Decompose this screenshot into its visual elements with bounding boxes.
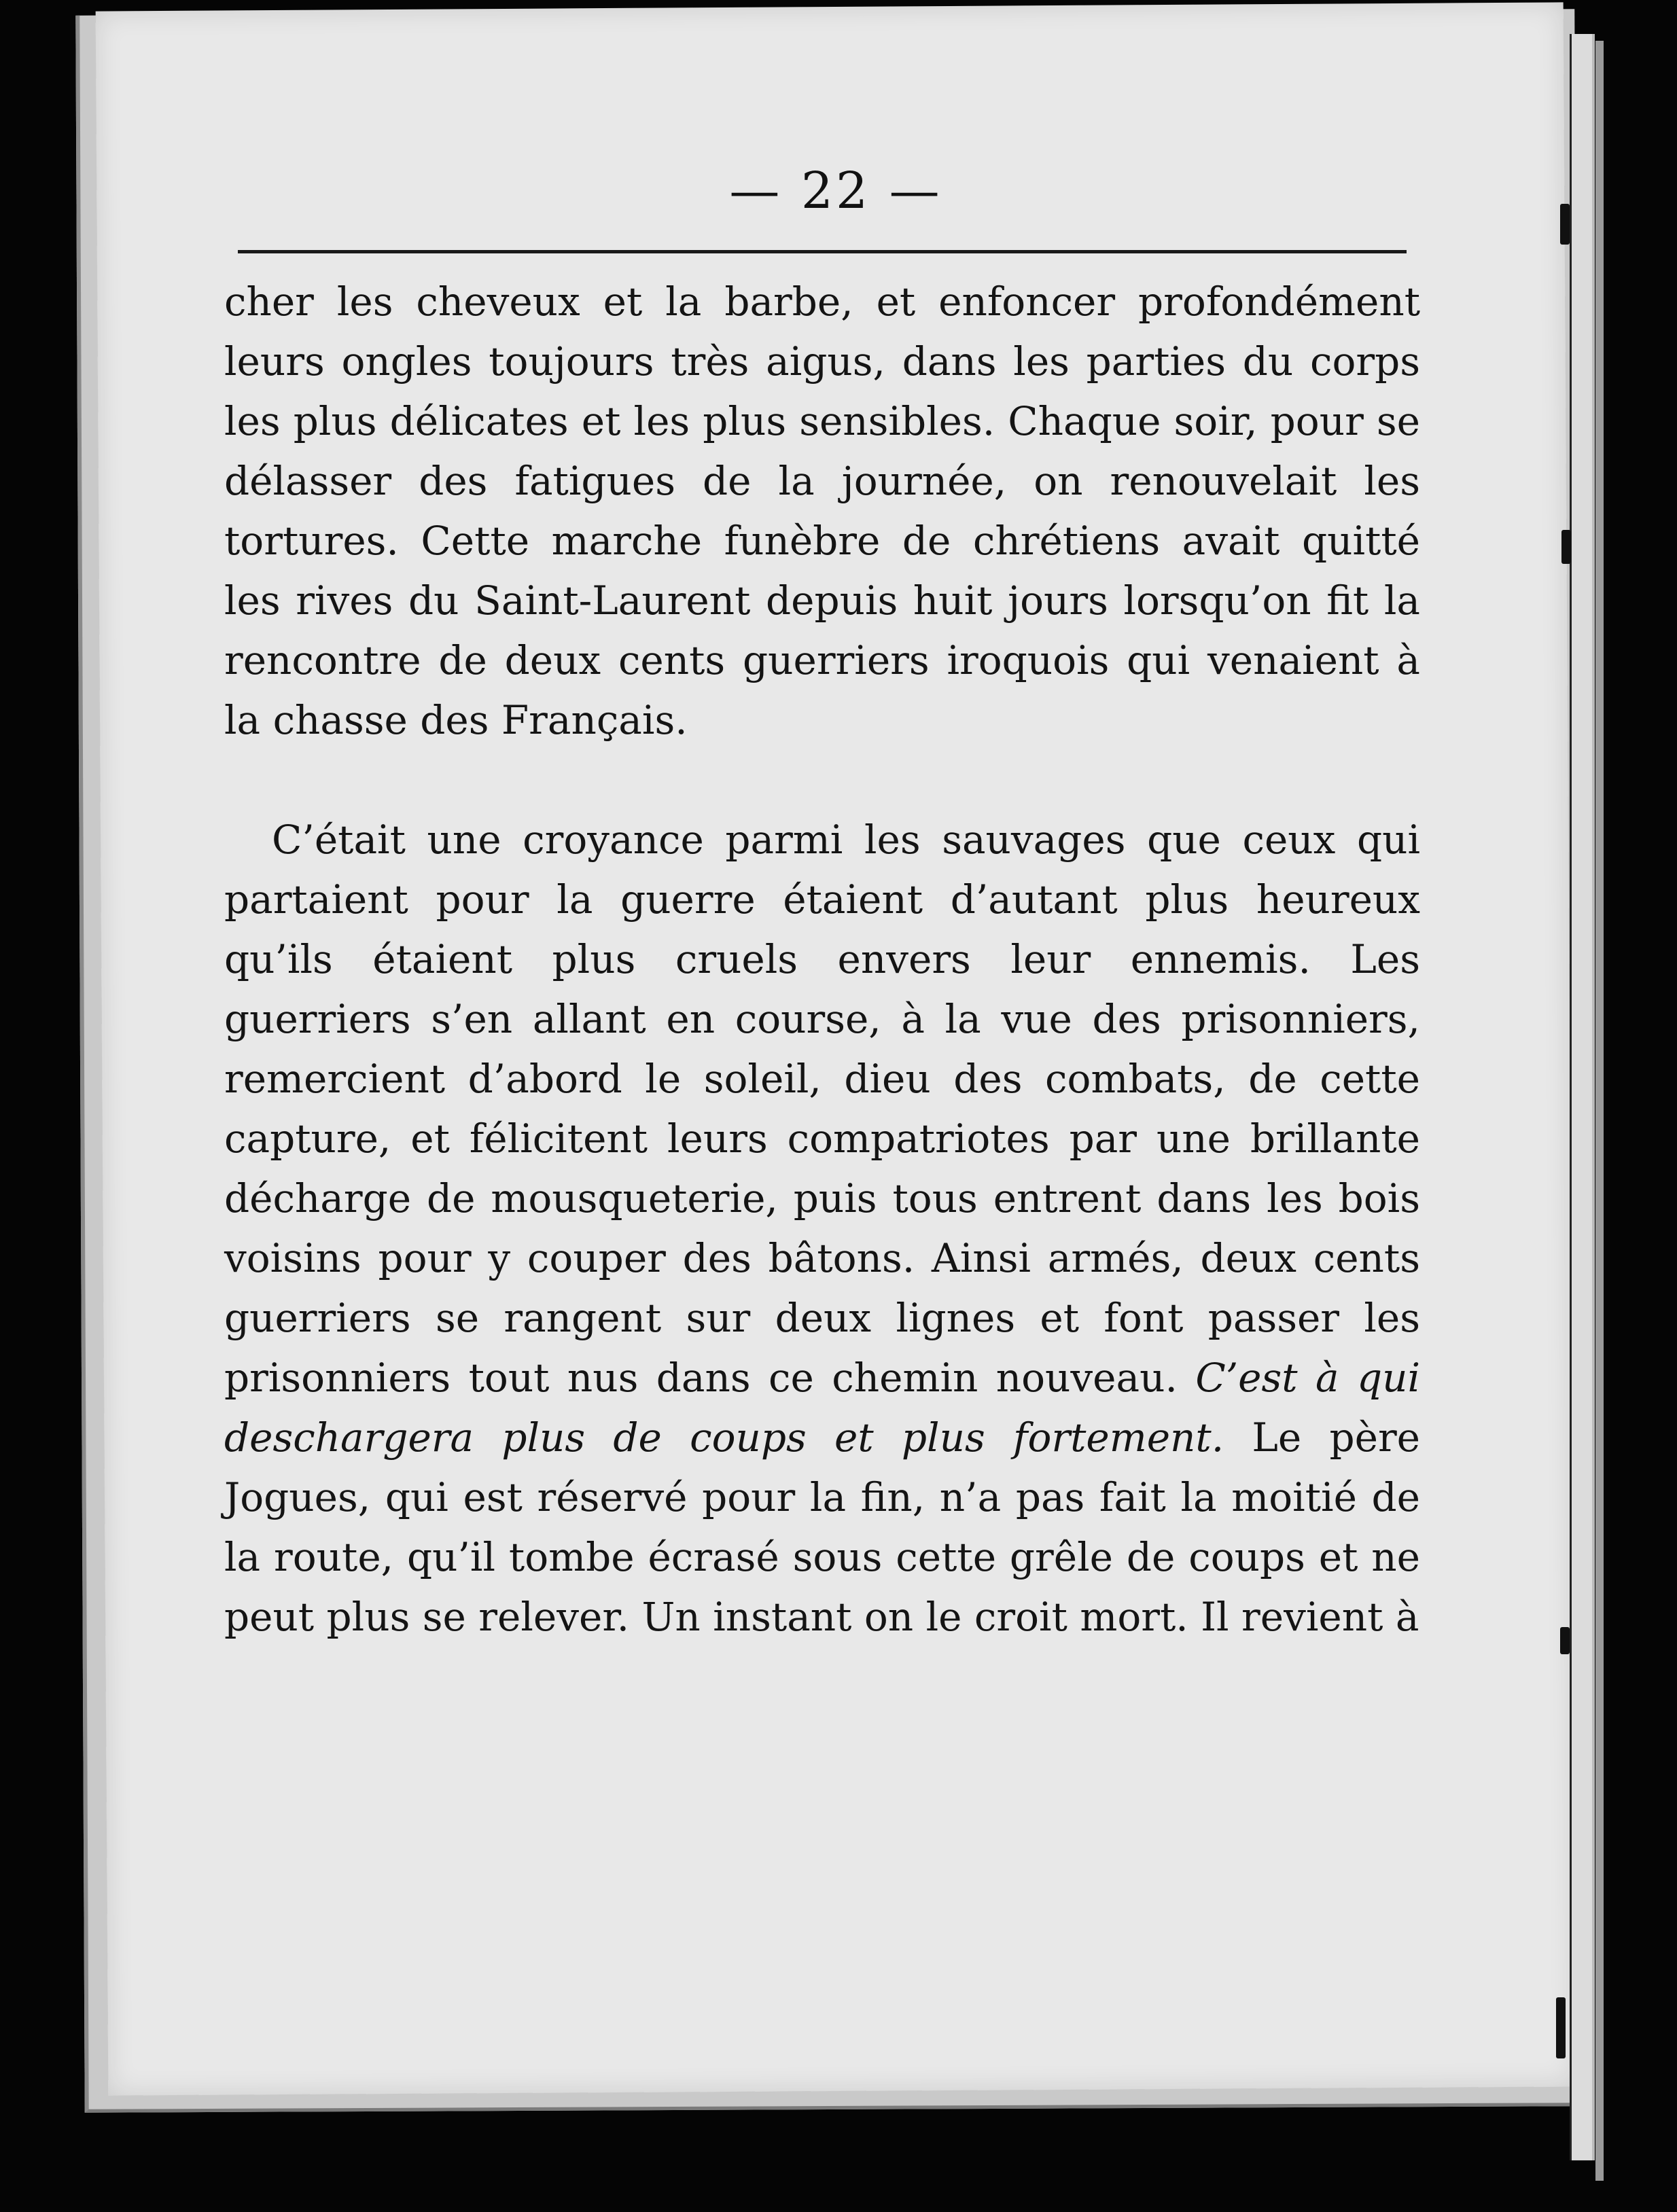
page-number: — 22 —: [729, 162, 942, 220]
body-text: [224, 272, 1420, 1647]
paragraph-2: [224, 810, 1420, 1647]
paragraph-2-italic-quote: C’est à qui deschargera plus de coups et plus fortement.: [224, 1355, 1421, 1461]
book-spine: [1570, 34, 1595, 2160]
binding-stitch: [1556, 1997, 1566, 2058]
binding-stitch: [1560, 1627, 1570, 1654]
spine-edge: [1595, 41, 1604, 2181]
header-rule: [238, 250, 1407, 253]
binding-stitch: [1561, 530, 1571, 564]
paragraph-2-continuation: Le père Jogues, qui est réservé pour la fin, n’a pas fait la moitié de la route, qu’il tombe écrasé sous cette grêle de coups et ne peut plus se relever. Un instant on le croit mort. Il revient à: [224, 1414, 1421, 1640]
paragraph-2-text: C’était une croyance parmi les sauvages que ceux qui partaient pour la guerre étaient d’autant plus heureux qu’ils étaient plus cruels envers leur ennemis. Les guerriers s’en allant en course, à la vue des prisonniers, remercient d’abord le soleil, dieu des combats, de cette capture, et félicitent leurs compatriotes par une brillante décharge de mousqueterie, puis tous entrent dans les bois voisins pour y couper des bâtons. Ainsi armés, deux cents guerriers se rangent sur deux lignes et font passer les prisonniers tout nus dans ce chemin nouveau.: [224, 817, 1420, 1401]
paragraph-1: cher les cheveux et la barbe, et enfoncer profondément leurs ongles toujours très aigus, dans les parties du corps les plus délicates et les plus sensibles. Chaque soir, pour se délasser des fatigues de la journée, on renouvelait les tortures. Cette marche funèbre de chrétiens avait quitté les rives du Saint-Laurent depuis huit jours lorsqu’on fit la rencontre de deux cents guerriers iroquois qui venaient à la chasse des Français.: [224, 279, 1420, 743]
